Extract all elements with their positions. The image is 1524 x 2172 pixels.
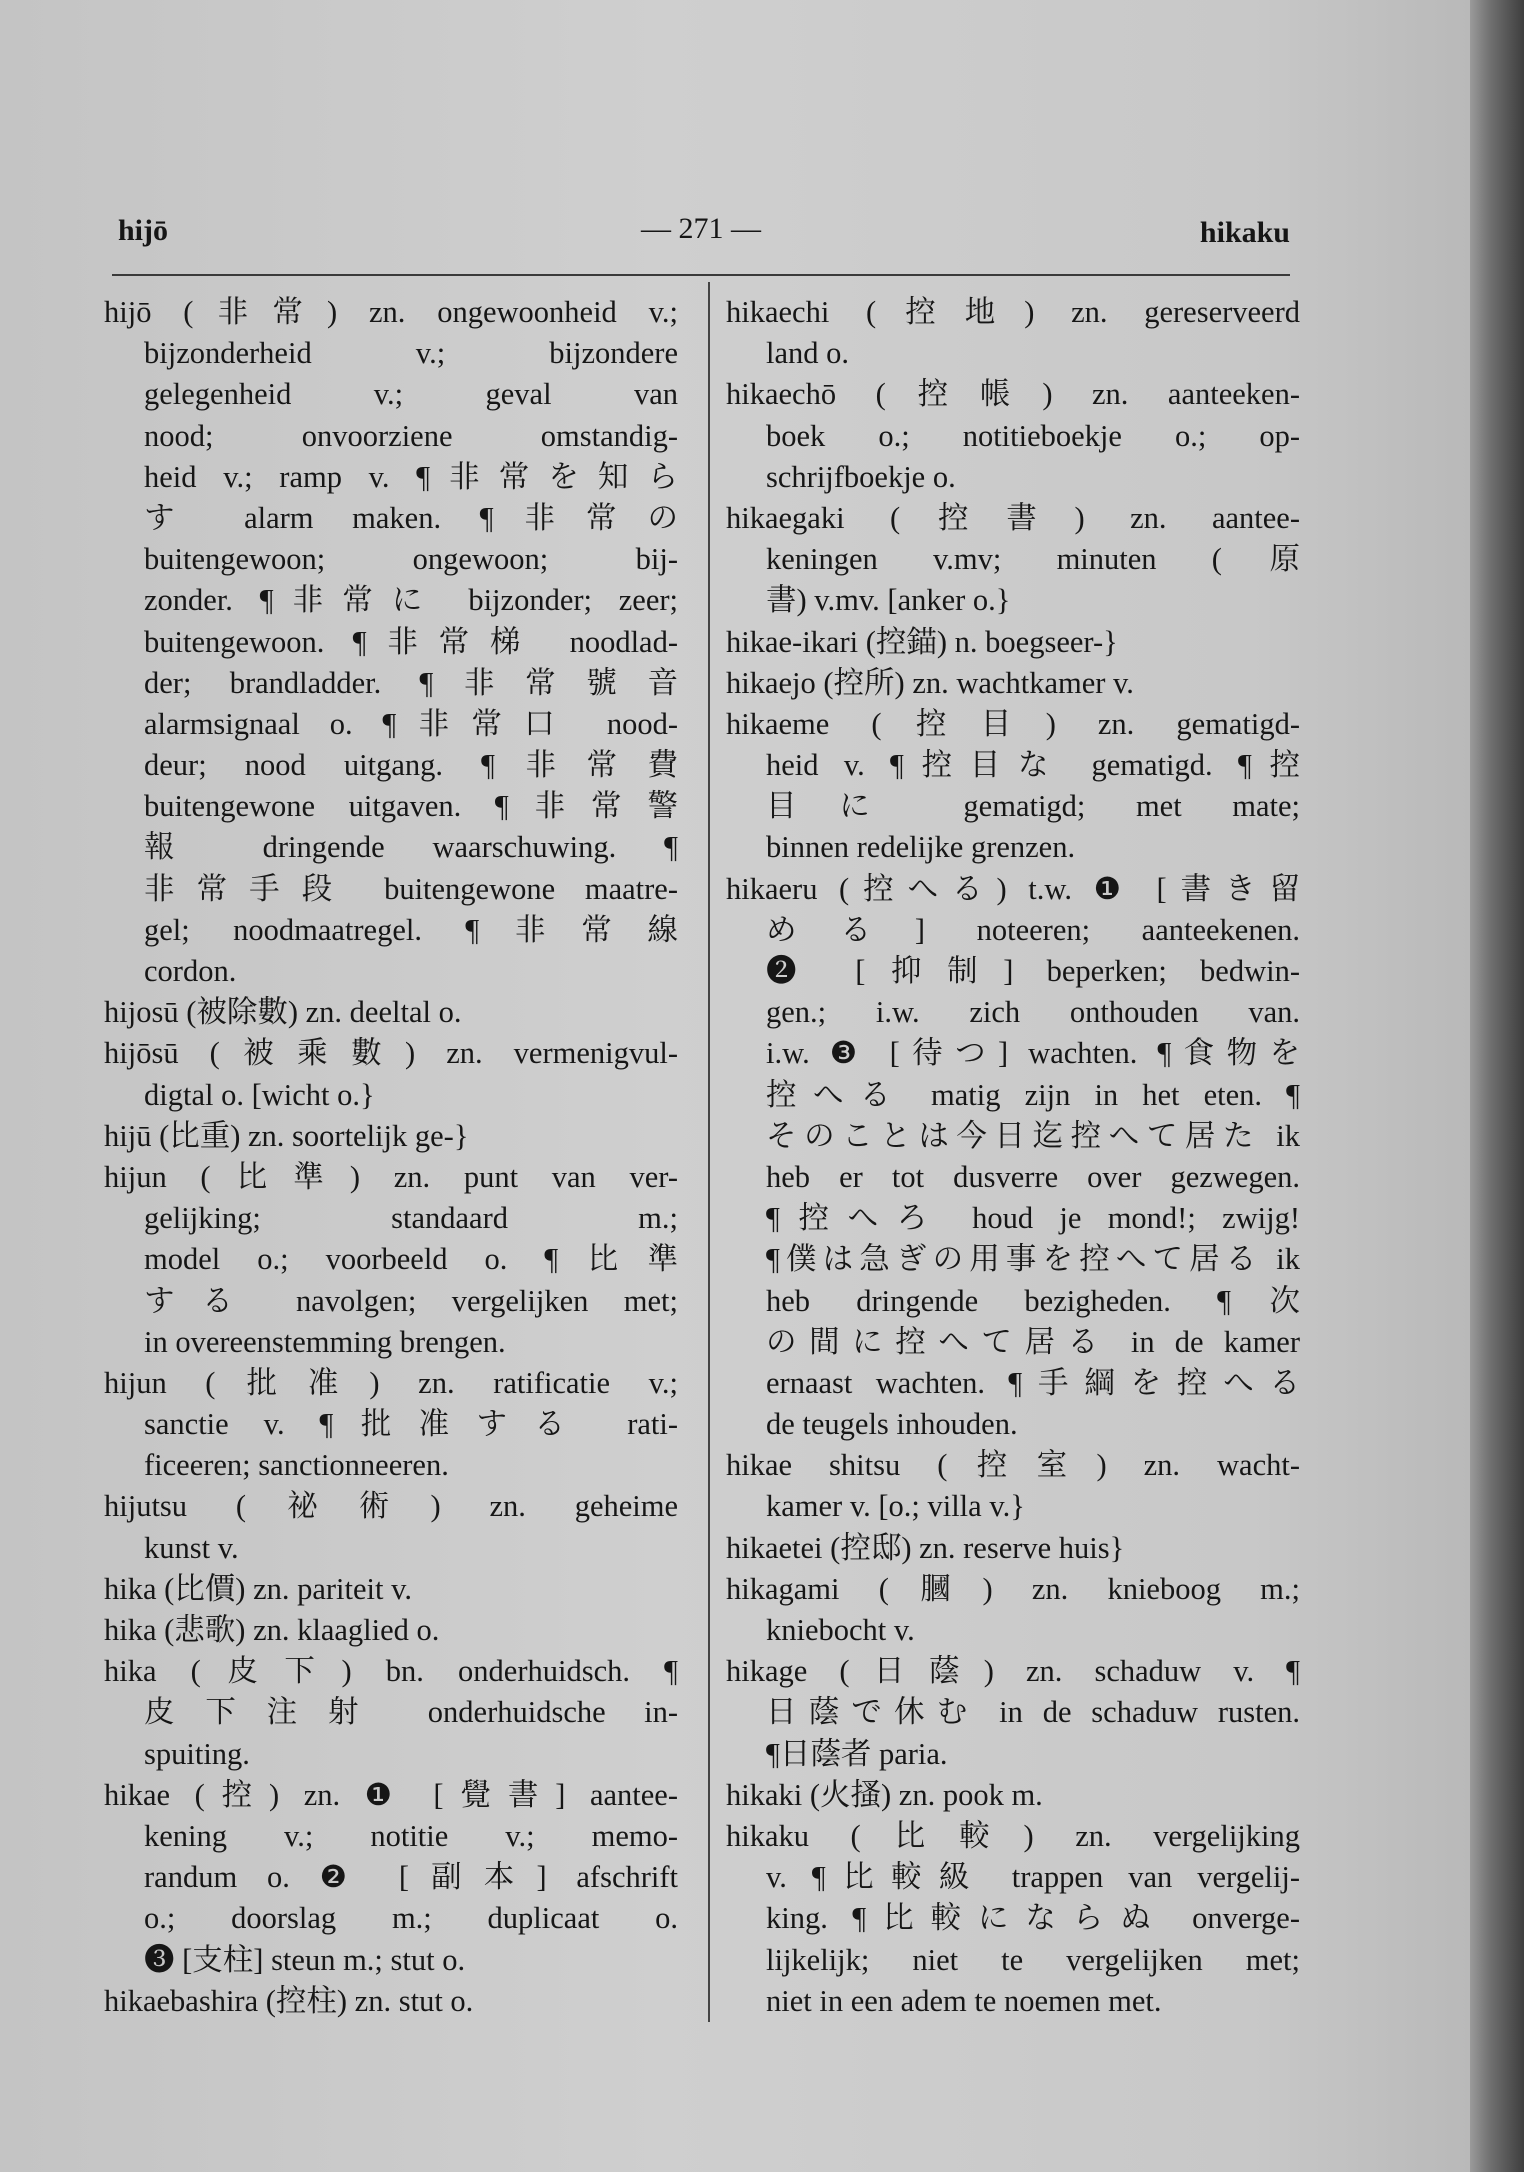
dictionary-line: hikaechō (控帳) zn. aanteeken- <box>726 377 1300 412</box>
dictionary-line: hikaebashira (控柱) zn. stut o. <box>104 1983 474 2018</box>
dictionary-line: 報 dringende waarschuwing. ¶ <box>144 830 678 865</box>
dictionary-line: hika (皮下) bn. onderhuidsch. ¶ <box>104 1654 678 1689</box>
dictionary-line: める] noteeren; aanteekenen. <box>766 912 1300 947</box>
dictionary-line: 控へる matig zijn in het eten. ¶ <box>766 1077 1300 1112</box>
dictionary-line: cordon. <box>144 954 237 988</box>
dictionary-line: す alarm maken. ¶非常の <box>144 500 678 535</box>
dictionary-line: hijutsu (祕術) zn. geheime <box>104 1489 678 1524</box>
dictionary-line: in overeenstemming brengen. <box>144 1324 506 1359</box>
dictionary-line: gen.; i.w. zich onthouden van. <box>766 995 1300 1030</box>
dictionary-line: kniebocht v. <box>766 1613 915 1647</box>
dictionary-line: gel; noodmaatregel. ¶非常線 <box>144 912 678 947</box>
dictionary-line: binnen redelijke grenzen. <box>766 830 1076 865</box>
dictionary-line: hikaeru (控へる) t.w. ❶ [書き留 <box>726 871 1300 906</box>
dictionary-line: randum o. ❷ [副本] afschrift <box>144 1860 678 1895</box>
dictionary-line: hijun (比準) zn. punt van ver- <box>104 1159 678 1194</box>
dictionary-line: ernaast wachten. ¶手綱を控へる <box>766 1365 1300 1400</box>
dictionary-line: hikaki (火搔) zn. pook m. <box>726 1777 1043 1812</box>
dictionary-line: hikae (控) zn. ❶ [覺書] aantee- <box>104 1777 678 1812</box>
dictionary-line: heid v.; ramp v. ¶非常を知ら <box>144 459 678 494</box>
dictionary-line: buitengewone uitgaven. ¶非常警 <box>144 789 678 824</box>
dictionary-line: king. ¶比較にならぬ onverge- <box>766 1901 1300 1936</box>
dictionary-line: kamer v. [o.; villa v.} <box>766 1489 1025 1524</box>
book-page-edge <box>1470 0 1524 2172</box>
dictionary-line: ¶控へろ houd je mond!; zwijg! <box>766 1201 1300 1236</box>
dictionary-line: kening v.; notitie v.; memo- <box>144 1818 678 1853</box>
header-rule <box>112 274 1290 276</box>
dictionary-line: buitengewoon. ¶非常梯 noodlad- <box>144 624 678 659</box>
dictionary-line: hikaechi (控地) zn. gereserveerd <box>726 295 1300 329</box>
dictionary-line: ¶日蔭者 paria. <box>766 1736 948 1771</box>
dictionary-line: sanctie v. ¶批准する rati- <box>144 1407 678 1442</box>
dictionary-line: de teugels inhouden. <box>766 1407 1018 1442</box>
dictionary-line: ❸ [支柱] steun m.; stut o. <box>144 1942 466 1977</box>
dictionary-line: ❷ [抑制] beperken; bedwin- <box>766 954 1300 988</box>
dictionary-line: lijkelijk; niet te vergelijken met; <box>766 1942 1300 1977</box>
dictionary-line: der; brandladder. ¶非常號音 <box>144 665 678 700</box>
dictionary-line: boek o.; notitieboekje o.; op- <box>766 418 1300 453</box>
dictionary-line: heb dringende bezigheden. ¶次 <box>766 1283 1300 1318</box>
dictionary-line: そのことは今日迄控へて居た ik <box>766 1118 1300 1153</box>
dictionary-line: kunst v. <box>144 1530 239 1565</box>
dictionary-line: i.w. ❸ [待つ] wachten. ¶食物を <box>766 1036 1300 1071</box>
dictionary-line: keningen v.mv; minuten (原 <box>766 542 1300 577</box>
dictionary-line: hikaku (比較) zn. vergelijking <box>726 1818 1300 1853</box>
dictionary-line: buitengewoon; ongewoon; bij- <box>144 542 678 577</box>
dictionary-line: の間に控へて居る in de kamer <box>766 1324 1300 1359</box>
dictionary-line: digtal o. [wicht o.} <box>144 1077 375 1112</box>
dictionary-line: model o.; voorbeeld o. ¶比準 <box>144 1242 678 1277</box>
dictionary-line: hijō (非常) zn. ongewoonheid v.; <box>104 295 678 329</box>
dictionary-line: zonder. ¶非常に bijzonder; zeer; <box>144 583 678 618</box>
dictionary-line: hika (比價) zn. pariteit v. <box>104 1571 413 1606</box>
dictionary-line: 目に gematigd; met mate; <box>766 789 1300 824</box>
dictionary-line: 非常手段 buitengewone maatre- <box>144 871 678 906</box>
column-divider <box>708 282 710 2022</box>
dictionary-line: alarmsignaal o. ¶非常口 nood- <box>144 706 678 741</box>
dictionary-line: hikae-ikari (控錨) n. boegseer-} <box>726 624 1118 659</box>
dictionary-line: deur; nood uitgang. ¶非常費 <box>144 748 678 783</box>
dictionary-line: 皮下注射 onderhuidsche in- <box>144 1695 678 1730</box>
dictionary-line: hikaeme (控目) zn. gematigd- <box>726 706 1300 741</box>
dictionary-line: hijōsū (被乘數) zn. vermenigvul- <box>104 1036 678 1071</box>
right-column <box>726 292 1300 2022</box>
dictionary-line: gelegenheid v.; geval van <box>144 377 678 412</box>
header-first-headword: hijō <box>118 214 169 247</box>
dictionary-line: hikae shitsu (控室) zn. wacht- <box>726 1448 1300 1483</box>
dictionary-line: spuiting. <box>144 1736 250 1771</box>
page-number: — 271 — <box>641 212 761 245</box>
dictionary-line: ficeeren; sanctionneeren. <box>144 1448 449 1483</box>
dictionary-line: hikaegaki (控書) zn. aantee- <box>726 500 1300 535</box>
dictionary-line: hika (悲歌) zn. klaaglied o. <box>104 1613 440 1647</box>
left-column <box>104 292 678 2022</box>
dictionary-line: hikaejo (控所) zn. wachtkamer v. <box>726 665 1134 700</box>
dictionary-line: hijosū (被除數) zn. deeltal o. <box>104 995 462 1030</box>
dictionary-line: hikagami (膕) zn. knieboog m.; <box>726 1571 1300 1606</box>
dictionary-line: heb er tot dusverre over gezwegen. <box>766 1159 1300 1194</box>
dictionary-line: v. ¶比較級 trappen van vergelij- <box>766 1860 1300 1895</box>
dictionary-line: schrijfboekje o. <box>766 459 956 494</box>
dictionary-line: 書) v.mv. [anker o.} <box>766 583 1011 618</box>
dictionary-line: hikaetei (控邸) zn. reserve huis} <box>726 1530 1125 1565</box>
dictionary-line: する navolgen; vergelijken met; <box>144 1283 678 1318</box>
running-header <box>112 210 1290 254</box>
dictionary-line: o.; doorslag m.; duplicaat o. <box>144 1901 678 1936</box>
dictionary-line: heid v. ¶控目な gematigd. ¶控 <box>766 748 1300 783</box>
header-last-headword: hikaku <box>1199 216 1290 249</box>
dictionary-line: gelijking; standaard m.; <box>144 1201 678 1236</box>
dictionary-line: ¶僕は急ぎの用事を控へて居る ik <box>766 1242 1300 1277</box>
dictionary-line: 日蔭で休む in de schaduw rusten. <box>766 1695 1300 1730</box>
dictionary-line: hijū (比重) zn. soortelijk ge-} <box>104 1118 469 1153</box>
dictionary-line: hikage (日蔭) zn. schaduw v. ¶ <box>726 1654 1300 1689</box>
dictionary-line: nood; onvoorziene omstandig- <box>144 418 678 453</box>
dictionary-line: hijun (批准) zn. ratificatie v.; <box>104 1365 678 1400</box>
dictionary-line: bijzonderheid v.; bijzondere <box>144 336 678 371</box>
dictionary-line: land o. <box>766 336 850 371</box>
dictionary-line: niet in een adem te noemen met. <box>766 1983 1162 2018</box>
